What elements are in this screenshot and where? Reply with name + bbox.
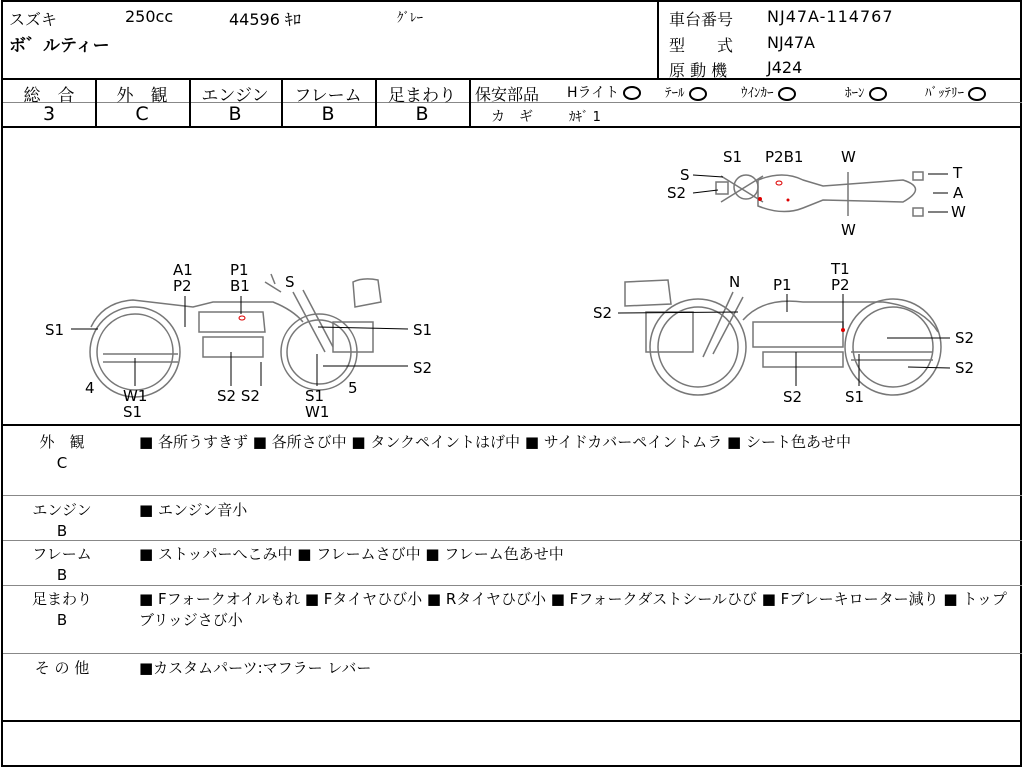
section-frame-header	[17, 544, 107, 586]
ok-mark-icon	[623, 86, 641, 100]
key-value: ｶｷﾞ 1	[569, 110, 601, 125]
section-frame-label: フレーム	[32, 545, 92, 563]
left-label-p1: P1	[230, 261, 249, 279]
grade-value-overall: 3	[42, 103, 56, 125]
grade-label-suspension: 足まわり	[388, 86, 456, 106]
left-label-w1-front: W1	[305, 403, 330, 421]
top-view-labels	[667, 148, 966, 239]
safety-item-winker: ｳｲﾝｶｰ	[741, 82, 796, 101]
section-exterior-header	[17, 432, 107, 474]
frame-number: NJ47A-114767	[767, 7, 894, 26]
right-label-n: N	[729, 273, 741, 291]
right-label-p1: P1	[773, 276, 792, 294]
engine-code: J424	[767, 58, 803, 77]
section-frame-text: ■ ストッパーへこみ中 ■ フレームさび中 ■ フレーム色あせ中	[139, 545, 564, 563]
section-suspension-text: ■ Fフォークオイルもれ ■ Fタイヤひび小 ■ Rタイヤひび小 ■ Fフォークダストシールひび ■ Fブレーキローター減り ■ トップブリッジさび小	[139, 590, 1007, 629]
safety-label: 保安部品	[475, 85, 540, 104]
top-label-w-top: W	[841, 148, 856, 166]
right-label-s2-left: S2	[593, 304, 613, 322]
left-view-labels	[45, 261, 432, 421]
ok-mark-icon	[778, 87, 796, 101]
left-label-s2-front: S2	[413, 359, 433, 377]
top-label-t: T	[953, 164, 963, 182]
section-other-header	[17, 658, 107, 679]
right-label-s2-bottom: S2	[783, 388, 803, 406]
grade-value-exterior: C	[135, 103, 149, 125]
section-other-label: そ の 他	[34, 659, 90, 677]
model-name: ボ゛ルティー	[9, 36, 110, 56]
section-engine-grade: B	[56, 522, 68, 540]
section-exterior-text: ■ 各所うすきず ■ 各所さび中 ■ タンクペイントはげ中 ■ サイドカバーペイントムラ ■ シート色あせ中	[139, 433, 851, 451]
ok-mark-icon	[689, 87, 707, 101]
top-label-a: A	[953, 184, 964, 202]
left-label-b1: B1	[230, 277, 250, 295]
model-type: NJ47A	[767, 33, 815, 52]
grade-value-frame: B	[321, 103, 335, 125]
top-label-w-right: W	[951, 203, 966, 221]
grade-value-engine: B	[228, 103, 242, 125]
top-label-s2: S2	[667, 184, 687, 202]
top-label-s1: S1	[723, 148, 743, 166]
safety-item-headlight: Hライト	[567, 82, 641, 102]
safety-item-horn: ﾎｰﾝ	[845, 82, 887, 101]
ok-mark-icon	[968, 87, 986, 101]
right-label-p2: P2	[831, 276, 850, 294]
left-label-p2: P2	[173, 277, 192, 295]
diagram-bottom-line	[3, 424, 1022, 426]
left-label-s1-fork: S1	[305, 387, 325, 405]
left-label-s1-front: S1	[413, 321, 433, 339]
mileage: 44596 ｷﾛ	[229, 10, 301, 29]
section-suspension-label: 足まわり	[31, 590, 92, 608]
header-divider	[657, 2, 659, 78]
top-label-p2b1: P2B1	[765, 148, 804, 166]
model-type-label: 型 式	[669, 36, 734, 55]
left-label-s1-bottom: S1	[123, 403, 143, 421]
left-label-a1: A1	[173, 261, 193, 279]
engine-label: 原 動 機	[669, 61, 728, 80]
section-suspension-header	[17, 589, 107, 631]
right-label-s1: S1	[845, 388, 865, 406]
grade-label-exterior: 外 観	[116, 86, 168, 106]
section-engine-text: ■ エンジン音小	[139, 501, 248, 519]
color: ｸﾞﾚｰ	[397, 11, 423, 26]
section-suspension-grade: B	[56, 611, 68, 629]
left-label-w1: W1	[123, 387, 148, 405]
displacement: 250cc	[125, 7, 174, 26]
section-exterior-label: 外 観	[39, 433, 85, 451]
right-label-s2-upper: S2	[955, 329, 975, 347]
section-exterior-grade: C	[56, 454, 68, 472]
maker: スズキ	[9, 10, 58, 29]
footer-line	[3, 720, 1022, 722]
section-engine-header	[17, 500, 107, 542]
right-view-labels	[593, 260, 974, 406]
safety-item-battery: ﾊﾞｯﾃﾘｰ	[925, 82, 986, 101]
header-bottom-line	[3, 78, 1022, 80]
section-frame-grade: B	[56, 566, 68, 584]
right-label-t1: T1	[831, 260, 850, 278]
section-engine-label: エンジン	[32, 501, 92, 519]
left-label-5: 5	[348, 379, 358, 397]
top-label-w-bottom: W	[841, 221, 856, 239]
top-view-motorcycle	[716, 172, 923, 216]
grade-label-frame: フレーム	[294, 86, 362, 106]
frame-number-label: 車台番号	[669, 10, 734, 29]
key-label: カ ギ	[491, 109, 533, 125]
left-label-s1-rear: S1	[45, 321, 65, 339]
damage-diagram	[3, 128, 1022, 424]
ok-mark-icon	[869, 87, 887, 101]
inspection-sheet	[1, 0, 1022, 767]
section-other-text: ■カスタムパーツ:マフラー レバー	[139, 659, 372, 677]
left-label-s2s2: S2 S2	[217, 387, 260, 405]
safety-item-tail: ﾃｰﾙ	[665, 82, 707, 101]
grade-label-engine: エンジン	[201, 86, 269, 106]
right-label-s2-lower: S2	[955, 359, 975, 377]
left-label-s: S	[285, 273, 295, 291]
grade-label-overall: 総 合	[23, 86, 75, 106]
top-label-s: S	[680, 166, 690, 184]
grade-value-suspension: B	[415, 103, 429, 125]
left-label-4: 4	[85, 379, 95, 397]
